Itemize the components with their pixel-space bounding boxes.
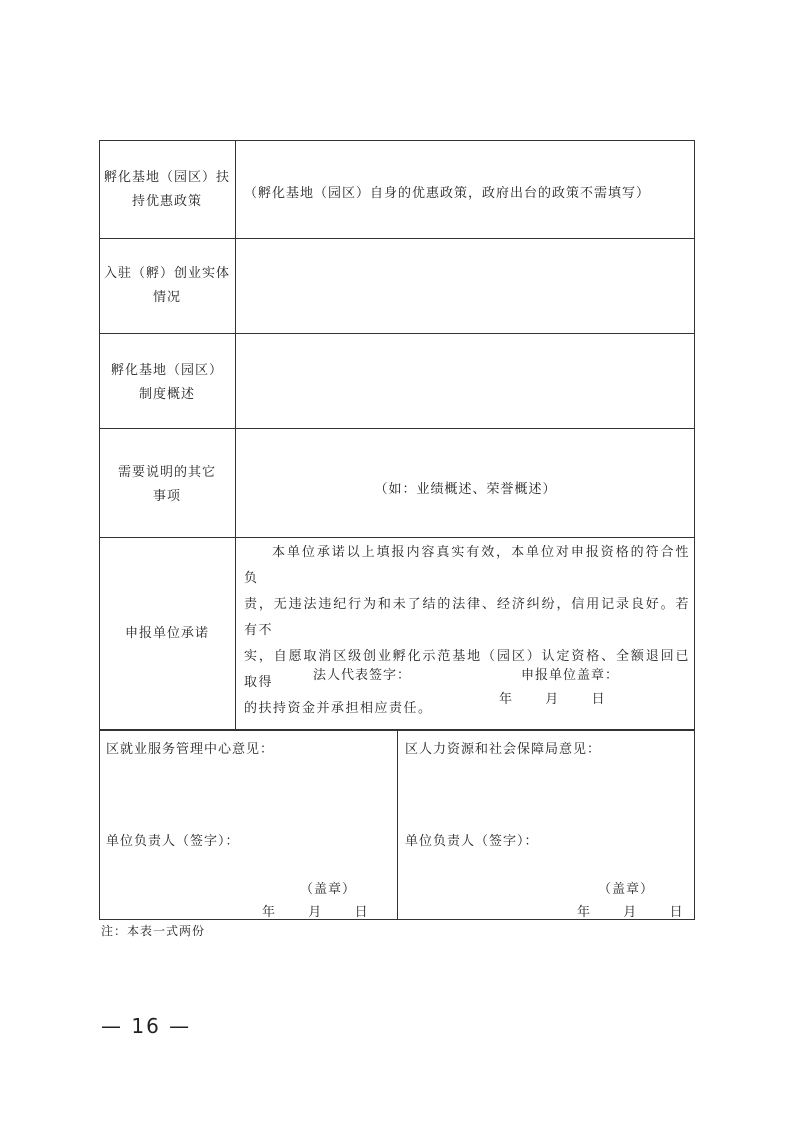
label-line: 需要说明的其它 xyxy=(117,465,216,480)
date-month: 月 xyxy=(545,692,560,707)
left-seal[interactable]: （盖章） xyxy=(300,882,357,897)
date-year: 年 xyxy=(499,692,514,707)
row-label-policy xyxy=(101,166,233,214)
page-number: — 16 — xyxy=(101,1014,192,1038)
right-seal[interactable]: （盖章） xyxy=(598,882,655,897)
column-divider xyxy=(235,140,236,730)
opinions-divider xyxy=(397,730,398,920)
date-day: 日 xyxy=(354,905,369,920)
row-label-system xyxy=(101,359,233,407)
label-line: 事项 xyxy=(152,489,181,504)
table-note: 注：本表一式两份 xyxy=(101,924,206,938)
date-day: 日 xyxy=(591,692,606,707)
pledge-line: 实，自愿取消区级创业孵化示范基地（园区）认定资格、全额退回已取得 xyxy=(244,649,690,690)
label-line: 孵化基地（园区） xyxy=(110,363,223,378)
date-year: 年 xyxy=(262,905,277,920)
pledge-line: 的扶持资金并承担相应责任。 xyxy=(244,701,433,716)
legal-rep-signature[interactable]: 法人代表签字： xyxy=(313,668,412,683)
row-divider xyxy=(99,333,695,334)
label-line: 入驻（孵）创业实体 xyxy=(103,266,230,281)
pledge-line: 责，无违法违纪行为和未了结的法律、经济纠纷，信用记录良好。若有不 xyxy=(244,597,690,638)
pledge-text xyxy=(244,540,690,722)
row-content-policy: （孵化基地（园区）自身的优惠政策，政府出台的政策不需填写） xyxy=(244,186,651,201)
label-line: 情况 xyxy=(152,290,181,305)
row-label-pledge: 申报单位承诺 xyxy=(124,626,209,641)
row-divider xyxy=(99,537,695,538)
row-content-other: （如：业绩概述、荣誉概述） xyxy=(374,482,557,497)
left-date[interactable] xyxy=(262,901,369,920)
date-month: 月 xyxy=(308,905,323,920)
row-divider xyxy=(99,428,695,429)
row-label-other xyxy=(101,461,233,509)
row-label-entities xyxy=(101,262,233,310)
label-line: 孵化基地（园区）扶 xyxy=(103,170,230,185)
date-month: 月 xyxy=(623,905,638,920)
pledge-date[interactable] xyxy=(499,688,606,707)
unit-seal[interactable]: 申报单位盖章： xyxy=(521,668,620,683)
row-divider xyxy=(99,238,695,239)
label-line: 制度概述 xyxy=(138,387,195,402)
date-day: 日 xyxy=(669,905,684,920)
employment-center-opinion-title: 区就业服务管理中心意见： xyxy=(106,742,275,757)
right-responsible-signature[interactable]: 单位负责人（签字）： xyxy=(405,834,539,849)
left-responsible-signature[interactable]: 单位负责人（签字）： xyxy=(106,834,240,849)
hr-bureau-opinion-title: 区人力资源和社会保障局意见： xyxy=(405,742,602,757)
label-line: 持优惠政策 xyxy=(131,194,202,209)
date-year: 年 xyxy=(577,905,592,920)
right-date[interactable] xyxy=(577,901,684,920)
pledge-line: 本单位承诺以上填报内容真实有效，本单位对申报资格的符合性负 xyxy=(244,545,690,586)
